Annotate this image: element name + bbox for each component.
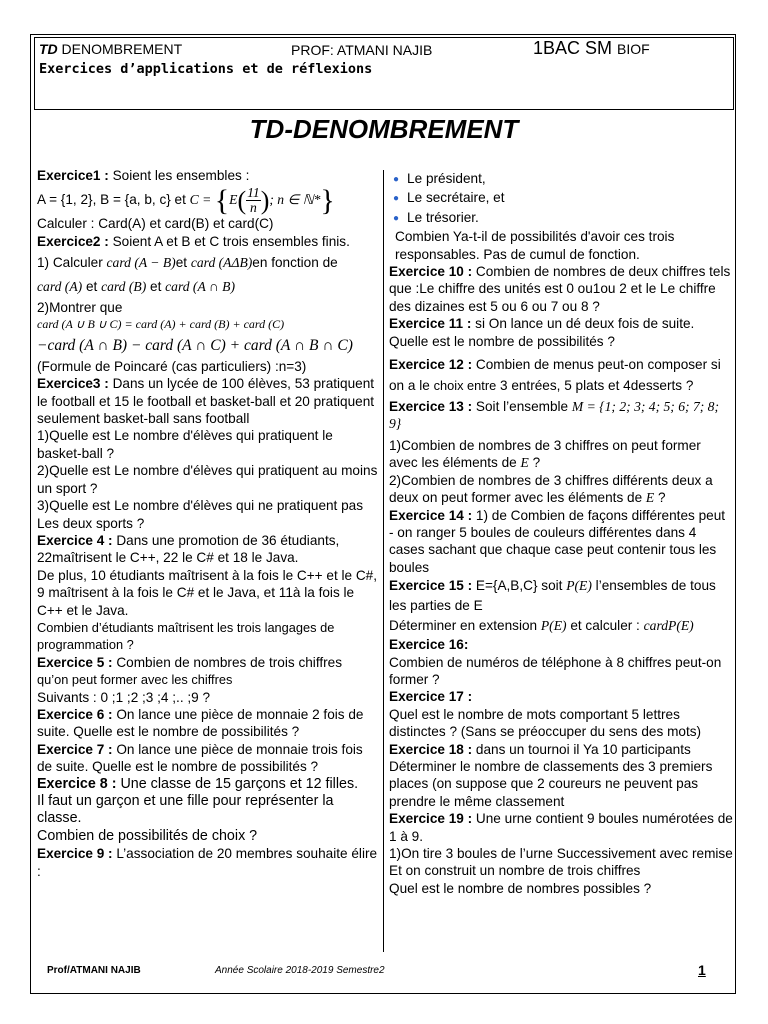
ex4-question: Combien d’étudiants maîtrisent les trois langages de programmation ?: [37, 619, 335, 653]
ex12-small: choix entre: [433, 378, 497, 394]
ex4-text: Dans une promotion de 36 étudiants, 22maîtrisent le C++, 22 le C# et 18 le Java.: [37, 532, 340, 566]
bullet-item: [389, 189, 733, 208]
header-td: TD: [39, 41, 58, 57]
ex11-paragraph: [389, 315, 733, 350]
ex3-label: Exercice3 :: [37, 376, 109, 392]
ex6-paragraph: [37, 706, 381, 741]
page-title: TD-DENOMBREMENT: [249, 114, 519, 144]
ex15-pe: P(E): [566, 578, 592, 594]
left-column: [37, 167, 381, 880]
ex15-paragraph: [389, 576, 733, 616]
ex10-label: Exercice 10 :: [389, 264, 473, 280]
ex5-more: qu’on peut former avec les chiffres: [37, 672, 233, 688]
ex5-digits: Suivants : 0 ;1 ;2 ;3 ;4 ;.. ;9 ?: [37, 689, 211, 705]
ex2-q1-b: en fonction de: [252, 255, 338, 271]
bullet-item: [389, 209, 733, 228]
ex13-heading: [389, 398, 733, 433]
ex18-more: Déterminer le nombre de classements des 3 premiers places (on suppose que 2 coureurs ne peuvent pas prendre le même classement: [389, 758, 713, 809]
ex13-q2-end: ?: [654, 490, 666, 506]
ex19-q1: 1)On tire 3 boules de l’urne Successivement avec remise: [389, 846, 733, 861]
ex1-condition: ; n ∈ ℕ*: [269, 192, 321, 208]
ex5-paragraph: [37, 654, 381, 671]
page-number: 1: [698, 962, 706, 978]
ex14-text: 1) de Combien de façons différentes peut - on ranger 5 boules de couleurs différentes dans 4 cases sachant que chaque case peut contenir tous les boules: [389, 507, 726, 575]
bullet-dot-icon: ●: [393, 212, 400, 224]
ex1-label: Exercice1 :: [37, 168, 109, 183]
ex2-text: Soient A et B et C trois ensembles finis.: [108, 233, 350, 249]
ex15-label: Exercice 15 :: [389, 578, 473, 594]
ex15-card: cardP(E): [643, 618, 694, 634]
ex17-text: Quel est le nombre de mots comportant 5 lettres distinctes ? (Sans se préoccuper du sens des mots): [389, 706, 702, 740]
ex12-text: Combien de menus peut-on composer si on a le: [389, 357, 721, 394]
header-subtitle: Exercices d’applications et de réflexions: [39, 61, 373, 77]
ex2-heading: [37, 233, 381, 250]
ex3-q2: 2)Quelle est Le nombre d'élèves qui pratiquent au moins un sport ?: [37, 463, 378, 496]
bullet-item: [389, 170, 733, 189]
ex9-paragraph: [37, 845, 381, 880]
ex13-q2-text: 2)Combien de nombres de 3 chiffres différents deux a deux on peut former avec les éléments de: [389, 472, 713, 506]
ex15-text2: l’ensembles de tous les parties de E: [389, 578, 716, 614]
ex2-card-a-minus-b: card (A − B): [106, 255, 176, 271]
ex19-label: Exercice 19 :: [389, 811, 473, 827]
ex2-card-a-delta-b: card (AΔB): [190, 255, 253, 271]
ex1-close-paren: ): [260, 186, 270, 216]
ex17-heading: [389, 688, 733, 705]
ex8-paragraph: [37, 776, 381, 793]
ex1-sets-text: A = {1, 2}, B = {a, b, c} et: [37, 192, 190, 208]
ex1-open-brace: {: [214, 184, 230, 218]
ex1-close-brace: }: [320, 184, 335, 218]
ex6-text: On lance une pièce de monnaie 2 fois de suite. Quelle est le nombre de possibilités ?: [37, 706, 364, 740]
ex3-paragraph: [37, 375, 381, 427]
ex10-text: Combien de nombres de deux chiffres tels que :Le chiffre des unités est 0 ou1ou 2 et le Le chiffre des dizaines est 5 ou 6 ou 7 ou 8 ?: [389, 264, 731, 314]
ex2-label: Exercice2 :: [37, 233, 109, 249]
ex15-pe: P(E): [540, 618, 567, 634]
ex7-paragraph: [37, 741, 381, 776]
ex19-text: Une urne contient 9 boules numérotées de 1 à 9.: [389, 811, 733, 844]
ex2-formula1: card (A ∪ B ∪ C) = card (A) + card (B) + card (C): [37, 317, 285, 332]
ex14-paragraph: [389, 507, 733, 577]
ex12-paragraph: [389, 354, 733, 396]
header-box: [34, 37, 734, 110]
header-class: [533, 38, 650, 59]
column-divider: [383, 170, 384, 952]
ex13-q2: [389, 472, 733, 507]
right-column: [389, 170, 733, 897]
ex2-note: (Formule de Poincaré (cas particuliers) :n=3): [37, 358, 307, 374]
ex15-det2: et calculer :: [566, 618, 644, 634]
ex12-label: Exercice 12 :: [389, 357, 473, 373]
ex14-label: Exercice 14 :: [389, 507, 473, 523]
ex2-et2: et: [146, 278, 166, 294]
ex13-q1: [389, 437, 733, 472]
ex9-label: Exercice 9 :: [37, 846, 113, 862]
ex11-text: si On lance un dé deux fois de suite. Quelle est le nombre de possibilités ?: [389, 316, 695, 349]
ex1-e-symbol: E: [229, 192, 238, 208]
ex7-text: On lance une pièce de monnaie trois fois de suite. Quelle est le nombre de possibilités ?: [37, 741, 363, 775]
ex4-paragraph: [37, 532, 381, 567]
ex2-q1-et: et: [175, 255, 191, 271]
ex13-label: Exercice 13 :: [389, 399, 473, 415]
ex8-question: Combien de possibilités de choix ?: [37, 827, 258, 844]
header-line: [39, 38, 727, 61]
bullet-text: Le président,: [407, 171, 486, 186]
ex17-label: Exercice 17 :: [389, 689, 473, 705]
ex13-text: Soit l’ensemble: [472, 399, 572, 415]
ex13-e-symbol: E: [520, 455, 529, 471]
ex18-heading: [389, 741, 733, 758]
ex2-card-b: card (B): [101, 278, 147, 294]
ex3-q3: 3)Quelle est Le nombre d'élèves qui ne pratiquent pas Les deux sports ?: [37, 498, 364, 531]
ex2-et1: et: [82, 278, 102, 294]
ex19-q2: Et on construit un nombre de trois chiffres: [389, 863, 641, 879]
ex2-q2: 2)Montrer que: [37, 300, 123, 316]
header-topic: DENOMBREMENT: [57, 41, 183, 57]
ex1-frac-num: 11: [247, 185, 260, 201]
ex7-label: Exercice 7 :: [37, 741, 113, 757]
ex1-frac-den: n: [250, 200, 257, 216]
header-class-main: 1BAC SM: [533, 38, 618, 58]
ex8-more: Il faut un garçon et une fille pour représenter la classe.: [37, 793, 334, 827]
ex13-q1-text: 1)Combien de nombres de 3 chiffres on peut former avec les éléments de: [389, 437, 701, 471]
ex1-sets: [37, 184, 381, 218]
ex2-formula2: −card (A ∩ B) − card (A ∩ C) + card (A ∩ B ∩ C): [37, 336, 353, 354]
ex15-det: Déterminer en extension: [389, 618, 541, 634]
header-class-sub: BIOF: [617, 41, 650, 57]
ex5-text: Combien de nombres de trois chiffres: [112, 654, 343, 670]
footer-author: Prof/ATMANI NAJIB: [47, 965, 141, 976]
bullet-dot-icon: ●: [393, 193, 400, 205]
ex18-label: Exercice 18 :: [389, 741, 473, 757]
ex1-text: Soient les ensembles :: [108, 168, 250, 183]
ex2-card-a-inter-b: card (A ∩ B): [165, 278, 235, 294]
ex15-text: E={A,B,C} soit: [472, 578, 567, 594]
ex9-question: Combien Ya-t-il de possibilités d'avoir ces trois responsables. Pas de cumul de fonction.: [395, 229, 675, 262]
footer-year: Année Scolaire 2018-2019 Semestre2: [215, 965, 385, 976]
ex10-paragraph: [389, 263, 733, 315]
ex1-calc: Calculer : Card(A) et card(B) et card(C): [37, 216, 274, 232]
ex4-more: De plus, 10 étudiants maîtrisent à la fois le C++ et le C#, 9 maîtrisent à la fois le C# et le Java, et 11à la fois le C++ et le Java.: [37, 567, 378, 618]
bullet-dot-icon: ●: [393, 174, 400, 185]
ex2-q1-a: 1) Calculer: [37, 255, 107, 271]
header-prof: PROF: ATMANI NAJIB: [291, 42, 433, 58]
ex9-text: L’association de 20 membres souhaite élire :: [37, 846, 378, 879]
ex1-fraction: [246, 186, 261, 215]
ex16-text: Combien de numéros de téléphone à 8 chiffres peut-on former ?: [389, 654, 722, 687]
ex18-text: dans un tournoi il Ya 10 participants: [472, 741, 691, 757]
ex1-heading: [37, 167, 381, 184]
ex5-label: Exercice 5 :: [37, 654, 113, 670]
ex13-q1-end: ?: [528, 455, 541, 471]
ex1-open-paren: (: [237, 186, 247, 216]
ex8-label: Exercice 8 :: [37, 775, 117, 792]
ex16-heading: [389, 636, 733, 653]
ex4-label: Exercice 4 :: [37, 532, 113, 548]
ex11-label: Exercice 11 :: [389, 316, 472, 332]
bullet-text: Le secrétaire, et: [407, 190, 505, 206]
ex1-c-symbol: C =: [189, 192, 215, 208]
ex3-q1: 1)Quelle est Le nombre d'élèves qui pratiquent le basket-ball ?: [37, 428, 333, 461]
bullet-text: Le trésorier.: [407, 209, 479, 225]
ex2-card-a: card (A): [37, 278, 83, 294]
ex12-end: 3 entrées, 5 plats et 4desserts ?: [496, 378, 694, 394]
ex8-text: Une classe de 15 garçons et 12 filles.: [116, 775, 359, 792]
ex2-q1: [37, 254, 381, 271]
ex13-set: M = {1; 2; 3; 4; 5; 6; 7; 8; 9}: [389, 399, 719, 432]
ex16-label: Exercice 16:: [389, 637, 469, 653]
ex2-q1-cards: [37, 278, 381, 295]
ex15-determine: [389, 616, 733, 636]
ex19-q3: Quel est le nombre de nombres possibles ?: [389, 880, 652, 896]
ex19-heading: [389, 810, 733, 845]
ex6-label: Exercice 6 :: [37, 706, 113, 722]
ex13-e-symbol: E: [645, 490, 655, 506]
ex3-text: Dans un lycée de 100 élèves, 53 pratiquent le football et 15 le football et basket-ball et 20 pratiquent seulement basket-ball sans football: [37, 376, 375, 427]
